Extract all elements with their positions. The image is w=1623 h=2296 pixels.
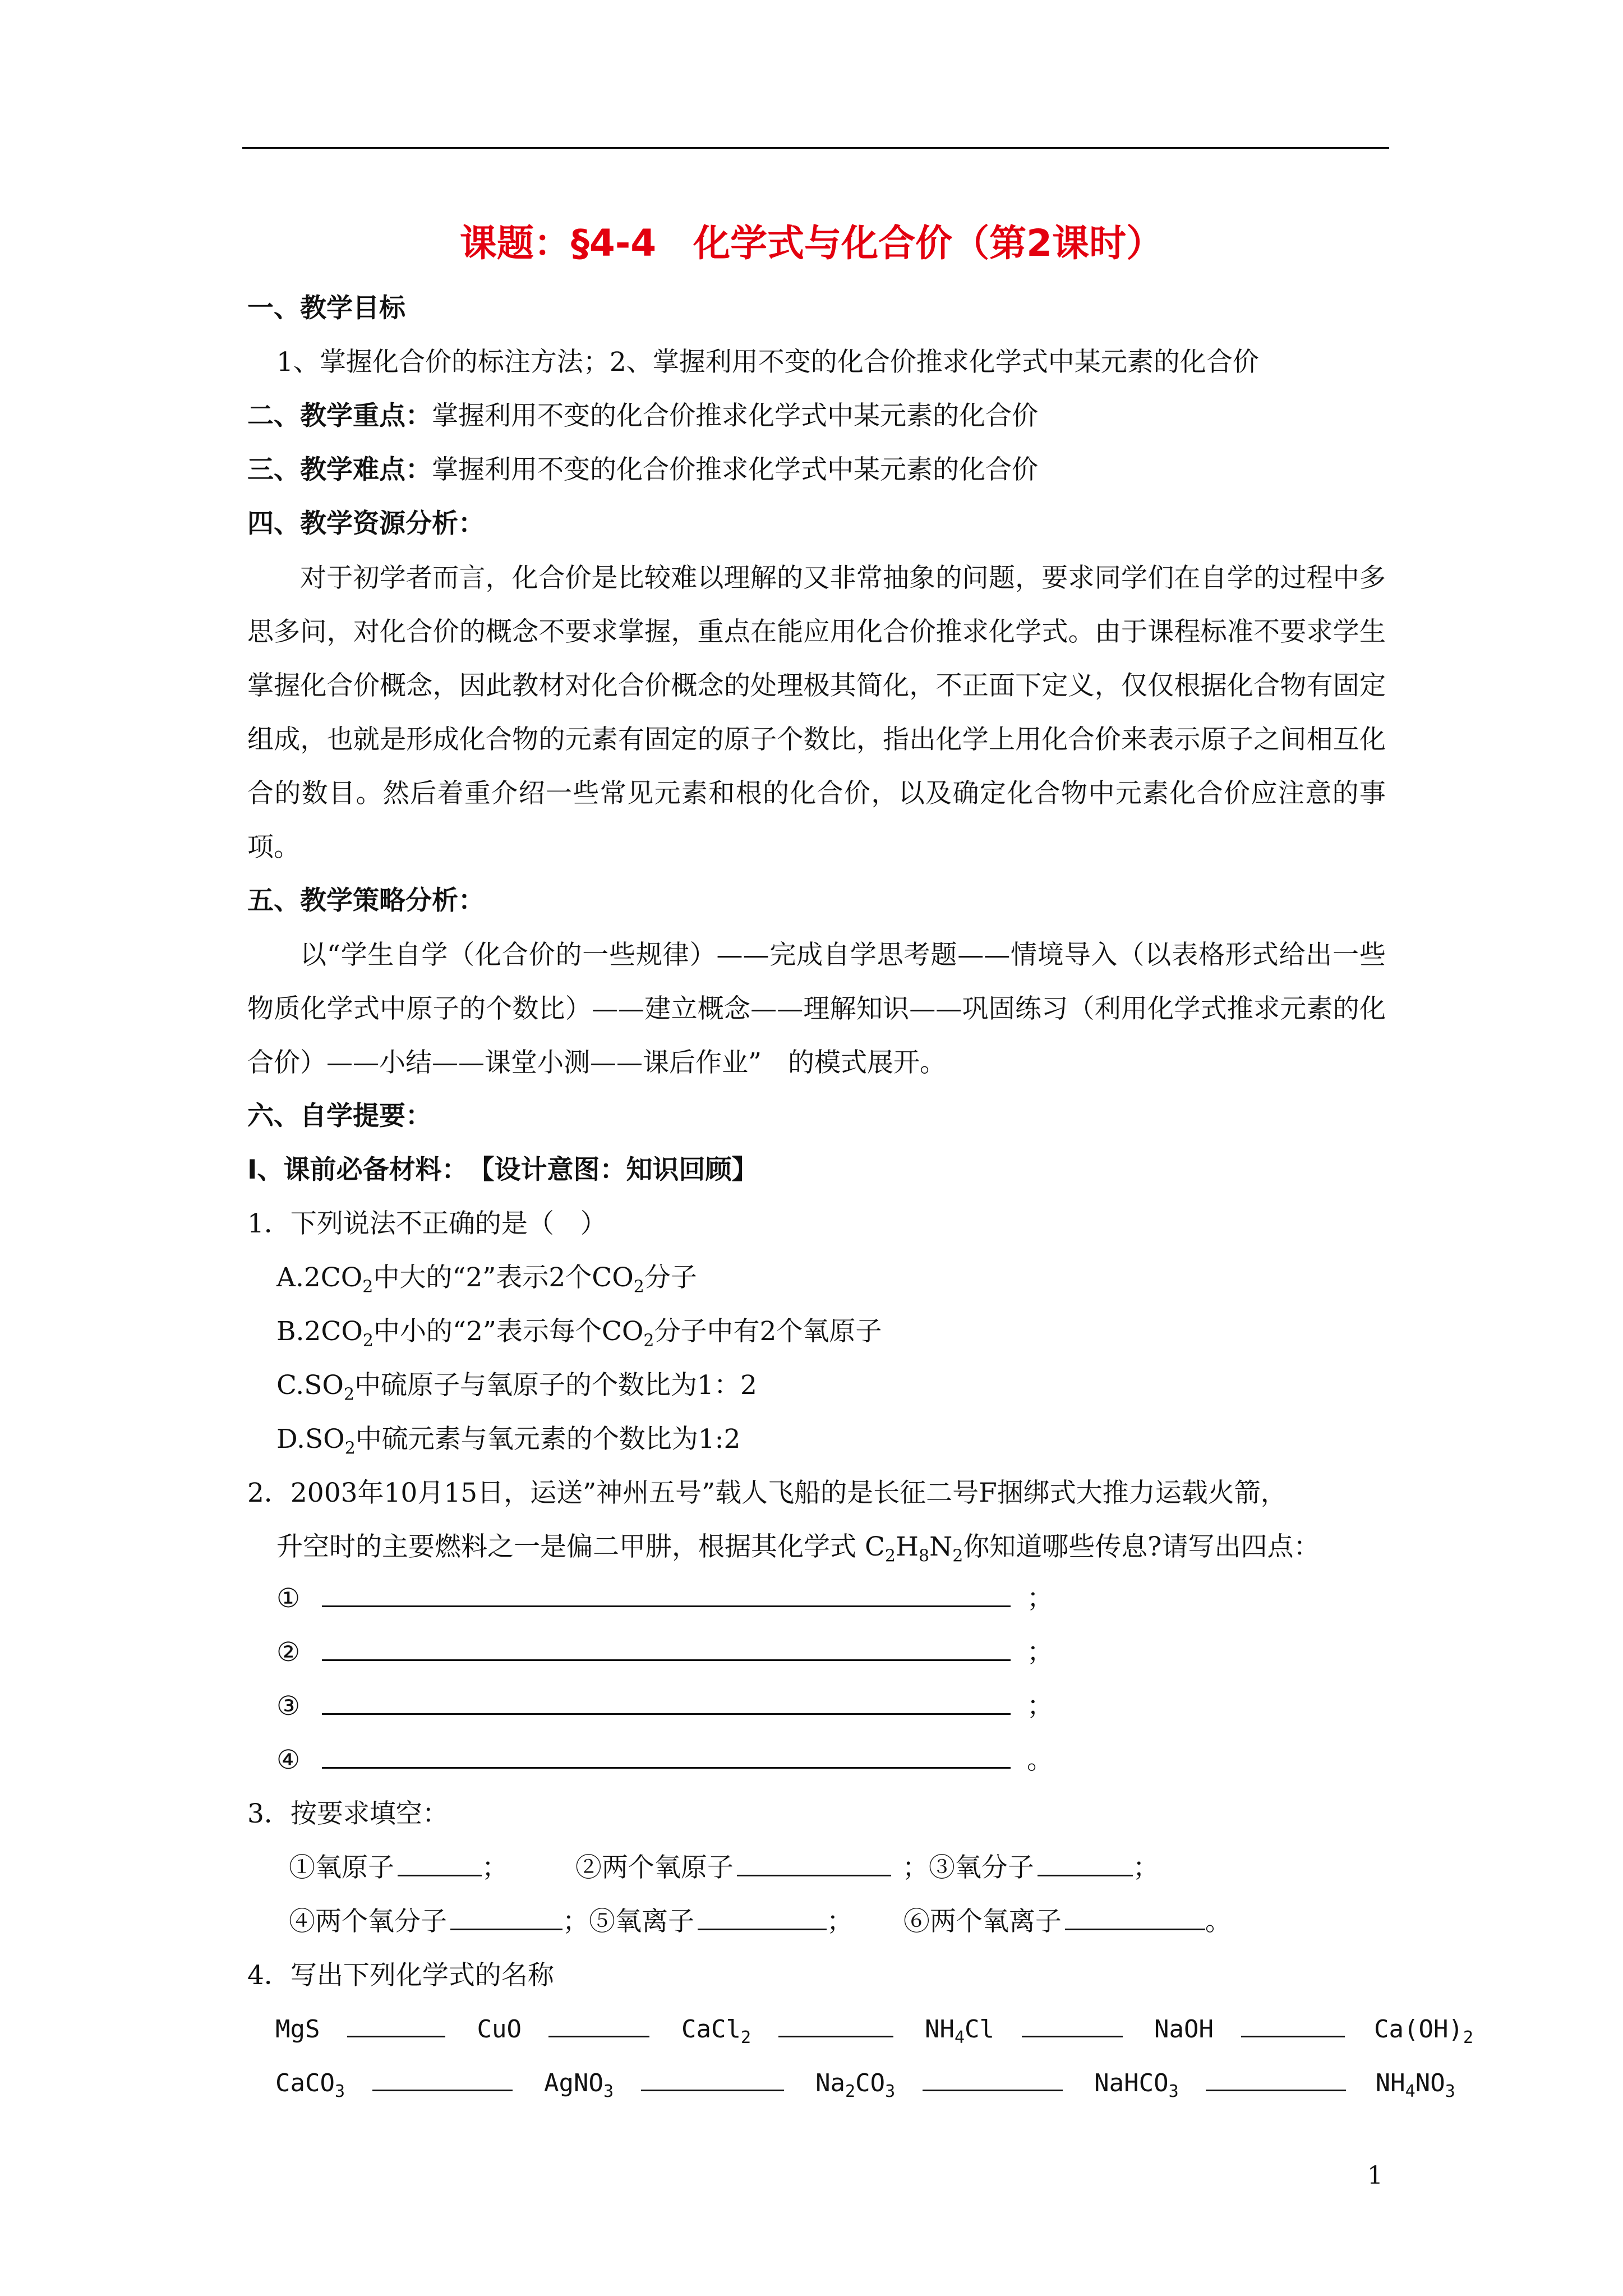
q2-mark: ① [276,1583,301,1614]
q2-end: ； [1027,1583,1054,1614]
section-2-content: 掌握利用不变的化合价推求化学式中某元素的化合价 [432,401,1038,431]
q1-a-sub: 2 [362,1277,374,1297]
answer-blank[interactable] [698,1905,827,1930]
header-rule [242,147,1389,149]
q3-item: ③氧分子 [928,1852,1034,1883]
q2-mark: ④ [276,1745,301,1775]
q1-d-sub: 2 [344,1438,356,1458]
q2-text: 升空时的主要燃料之一是偏二甲肼，根据其化学式 C [276,1531,885,1562]
q3-item: ②两个氧原子 [575,1852,734,1883]
section-1-content: 1、掌握化合价的标注方法；2、掌握利用不变的化合价推求化学式中某元素的化合价 [276,347,1259,378]
answer-blank[interactable] [1038,1851,1133,1876]
section-4-heading: 四、教学资源分析： [247,508,485,539]
q3-row-1 [289,1850,1159,1886]
q2-line-2 [276,1529,1320,1574]
q3-row-2 [289,1904,1232,1940]
q2-end: ； [1027,1637,1054,1668]
q2-mark: ② [276,1637,301,1668]
formula-text: NaHCO [1094,2069,1169,2097]
answer-blank[interactable] [641,2066,784,2091]
formula-text: AgNO [544,2069,603,2097]
q1-b-sub: 2 [362,1331,374,1351]
formula-text: Ca(OH) [1374,2015,1463,2044]
answer-blank[interactable] [450,1905,562,1930]
q2-blank-row-1 [276,1581,1053,1617]
section-5-paragraph [247,928,1386,1090]
q1-b-text: 分子中有2个氧原子 [654,1316,882,1347]
q3-item: ④两个氧分子 [289,1906,447,1937]
section-2 [247,398,1038,434]
q2-sub: 2 [952,1546,963,1566]
q3-item: ⑥两个氧离子 [903,1906,1062,1937]
answer-blank[interactable] [322,1582,1011,1607]
section-3-heading: 三、教学难点： [247,454,432,485]
answer-blank[interactable] [347,2012,445,2037]
answer-blank[interactable] [398,1851,482,1876]
formula [1375,2069,1455,2101]
q3-sep: ； [562,1906,589,1937]
q2-blank-row-3 [276,1688,1053,1724]
q3-stem: 3．按要求填空： [247,1798,449,1829]
formula [275,2069,345,2101]
q1-option-d [276,1421,740,1466]
answer-blank[interactable] [923,2066,1063,2091]
q3-sep: ； [482,1852,508,1883]
q1-a-text: 中大的“2”表示2个CO [373,1262,634,1293]
section-3 [247,452,1038,488]
q2-line-1: 2．2003年10月15日，运送”神州五号”载人飞船的是长征二号F捆绑式大推力运载火箭， [247,1478,1287,1508]
q4-row-1 [275,2012,1473,2056]
answer-blank[interactable] [1065,1905,1205,1930]
formula-sub: 3 [885,2081,896,2101]
q1-a-sub: 2 [633,1277,644,1297]
q2-blank-row-4 [276,1742,1053,1778]
q1-d-text: 中硫元素与氧元素的个数比为1:2 [355,1424,741,1455]
q1-d-text: D.SO [276,1424,345,1455]
formula: CuO [477,2015,522,2044]
formula-sub: 4 [1405,2081,1415,2101]
answer-blank[interactable] [372,2066,513,2091]
q1-b-text: B.2CO [276,1316,363,1347]
formula-text: CaCl [681,2015,741,2044]
q2-mark: ③ [276,1691,301,1722]
formula-text: NO [1415,2069,1445,2097]
q3-sep: ； [902,1852,929,1883]
section-2-heading: 二、教学重点： [247,401,432,431]
q2-end: ； [1027,1691,1054,1722]
formula-text: CO [855,2069,886,2097]
q1-a-text: 分子 [644,1262,697,1293]
formula-sub: 3 [1168,2081,1179,2101]
q1-c-text: 中硫原子与氧原子的个数比为1：2 [354,1370,757,1401]
q3-sep: ； [1132,1852,1159,1883]
section-5-text: 以“学生自学（化合价的一些规律）——完成自学思考题——情境导入（以表格形式给出一些物质化学式中原子的个数比）——建立概念——理解知识——巩固练习（利用化学式推求元素的化合价）——小结——课堂小测——课后作业” 的模式展开。 [247,940,1386,1078]
q2-text: 你知道哪些传息?请写出四点： [963,1531,1320,1562]
formula [544,2069,614,2101]
q2-text: N [929,1531,953,1562]
formula [1094,2069,1179,2101]
formula: NaOH [1154,2015,1214,2044]
q3-item: ⑤氧离子 [589,1906,694,1937]
q1-a-text: A.2CO [276,1262,363,1293]
formula-text: Cl [965,2015,995,2044]
answer-blank[interactable] [548,2012,649,2037]
section-6-heading: 六、自学提要： [247,1101,432,1131]
formula-sub: 2 [740,2027,751,2047]
section-7-heading: Ⅰ、课前必备材料： 【设计意图：知识回顾】 [247,1154,758,1185]
section-4-paragraph [247,551,1386,875]
q4-row-2 [275,2065,1455,2110]
formula [681,2015,751,2047]
formula-text: NH [925,2015,955,2044]
answer-blank[interactable] [1022,2012,1123,2037]
q1-option-b [276,1314,882,1359]
answer-blank[interactable] [1206,2066,1346,2091]
page-title: 课题：§4-4 化学式与化合价（第2课时） [459,222,1164,265]
formula: MgS [275,2015,320,2044]
section-4-text: 对于初学者而言，化合价是比较难以理解的又非常抽象的问题，要求同学们在自学的过程中多思多问，对化合价的概念不要求掌握，重点在能应用化合价推求化学式。由于课程标准不要求学生掌握化合价概念，因此教材对化合价概念的处理极其简化，不正面下定义，仅仅根据化合物有固定组成，也就是形成化合物的元素有固定的原子个数比，指出化学上用化合价来表示原子之间相互化合的数目。然后着重介绍一些常见元素和根的化合价，以及确定化合物中元素化合价应注意的事项。 [247,563,1386,863]
answer-blank[interactable] [1241,2012,1345,2037]
q1-option-c [276,1368,757,1412]
q2-text: H [896,1531,919,1562]
answer-blank[interactable] [778,2012,893,2037]
formula-sub: 3 [603,2081,614,2101]
formula-text: Na [815,2069,846,2097]
q1-b-sub: 2 [643,1331,654,1351]
formula-sub: 2 [845,2081,856,2101]
q2-blank-row-2 [276,1635,1053,1671]
q2-sub: 2 [884,1546,896,1566]
q3-sep: 。 [1205,1906,1232,1937]
q1-option-a [276,1260,697,1305]
formula-text: NH [1375,2069,1405,2097]
formula [1374,2015,1474,2047]
answer-blank[interactable] [737,1851,891,1876]
q1-c-sub: 2 [343,1384,355,1405]
page-number: 1 [1367,2161,1383,2190]
q1-c-text: C.SO [276,1370,344,1401]
section-5-heading: 五、教学策略分析： [247,885,485,916]
section-1-heading: 一、教学目标 [247,293,405,324]
formula-sub: 2 [1463,2027,1474,2047]
formula-sub: 4 [954,2027,965,2047]
formula-text: CaCO [275,2069,335,2097]
q1-b-text: 中小的“2”表示每个CO [373,1316,644,1347]
q3-item: ①氧原子 [289,1852,394,1883]
formula-sub: 3 [334,2081,345,2101]
answer-blank[interactable] [322,1690,1011,1715]
answer-blank[interactable] [322,1636,1011,1661]
formula-sub: 3 [1445,2081,1455,2101]
answer-blank[interactable] [322,1743,1011,1769]
section-3-content: 掌握利用不变的化合价推求化学式中某元素的化合价 [432,454,1038,485]
formula [815,2069,896,2101]
q2-sub: 8 [919,1546,930,1566]
q4-stem: 4．写出下列化学式的名称 [247,1960,554,1991]
q3-sep: ； [827,1906,853,1937]
q1-stem: 1．下列说法不正确的是（ ） [247,1208,607,1239]
formula [925,2015,995,2047]
q2-end: 。 [1027,1745,1054,1775]
